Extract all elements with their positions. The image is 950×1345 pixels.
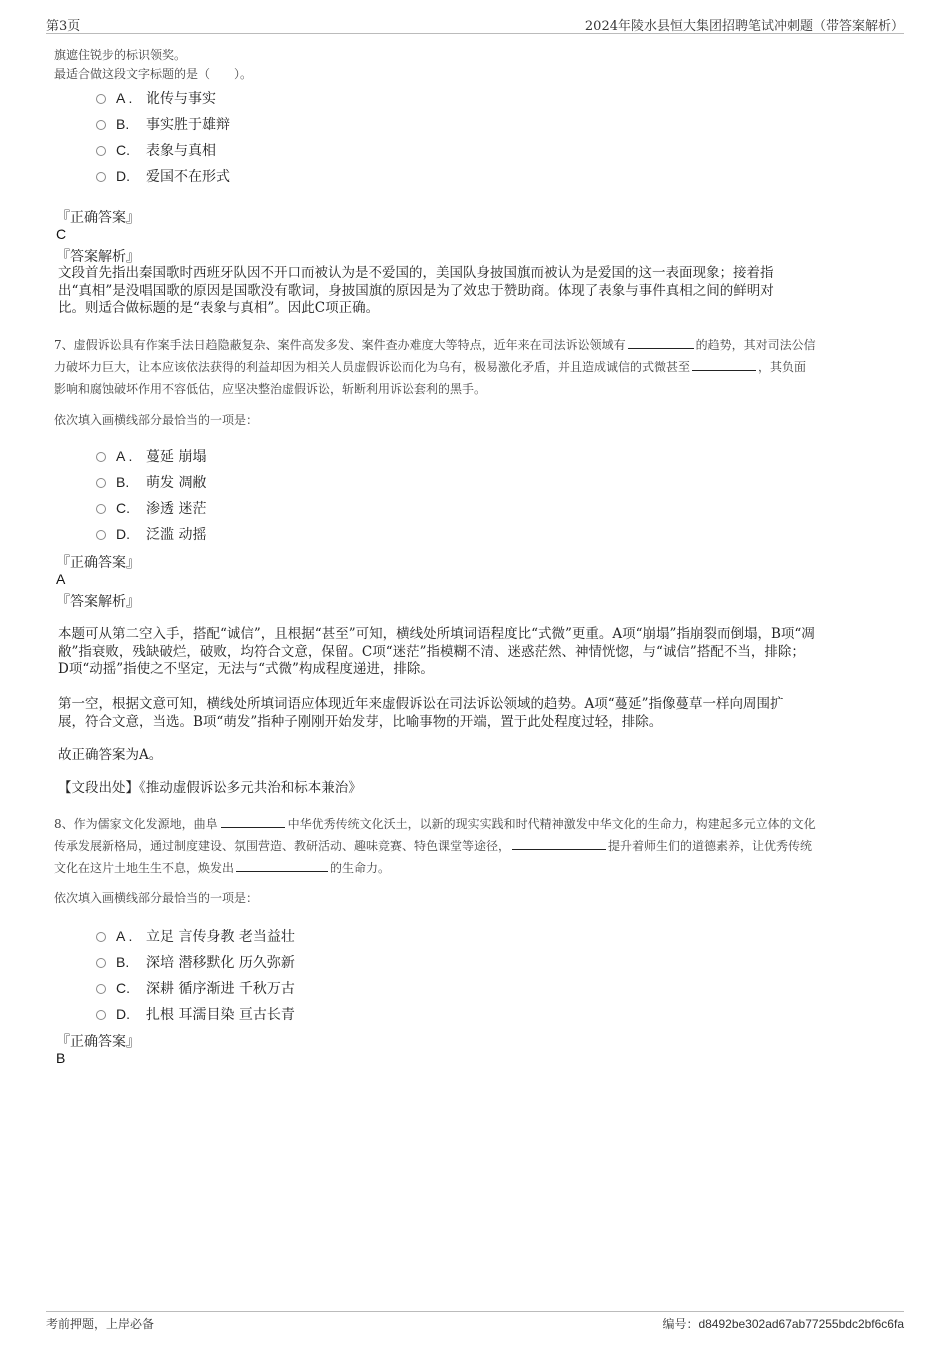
radio-icon[interactable]: [96, 984, 106, 994]
q7-answer: A: [56, 571, 66, 587]
q7-prompt: 依次填入画横线部分最恰当的一项是：: [54, 413, 259, 427]
q6-prompt: 最适合做这段文字标题的是（ ）。: [54, 67, 253, 81]
document-title: 2024年陵水县恒大集团招聘笔试冲刺题（带答案解析）: [584, 19, 904, 34]
radio-icon[interactable]: [96, 120, 106, 130]
radio-icon[interactable]: [96, 94, 106, 104]
q7-answer-label: 『正确答案』: [56, 555, 140, 571]
blank: [512, 837, 606, 850]
radio-icon[interactable]: [96, 530, 106, 540]
q7-analysis-paragraph-1: 本题可从第二空入手，搭配“诚信”，且根据“甚至”可知，横线处所填词语程度比“式微”更重。A项“崩塌”指崩裂而倒塌，B项“凋 敝”指衰败，残缺破烂，破败，均符合文意，保留。C项“迷茫”指模糊不清、迷惑茫然、神情恍惚，与“诚信”搭配不当，排除； D项“动摇”指使之不坚定，无法与“式微”构成程度递进，排除。: [58, 626, 815, 677]
radio-icon[interactable]: [96, 932, 106, 942]
q7-option-a[interactable]: A . 蔓延 崩塌: [96, 446, 206, 466]
q7-analysis-label: 『答案解析』: [56, 594, 140, 610]
radio-icon[interactable]: [96, 958, 106, 968]
q6-passage-tail: 旗遮住锐步的标识领奖。: [54, 48, 187, 62]
radio-icon[interactable]: [96, 478, 106, 488]
q7-option-c[interactable]: C. 渗透 迷茫: [96, 498, 206, 518]
header-divider: [46, 33, 904, 34]
radio-icon[interactable]: [96, 1010, 106, 1020]
radio-icon[interactable]: [96, 172, 106, 182]
footer-slogan: 考前押题，上岸必备: [46, 1317, 155, 1331]
q8-option-c[interactable]: C. 深耕 循序渐进 千秋万古: [96, 978, 295, 998]
q6-answer-label: 『正确答案』: [56, 210, 140, 226]
q8-option-a[interactable]: A . 立足 言传身教 老当益壮: [96, 926, 295, 946]
page-number: 第3页: [46, 19, 81, 34]
radio-icon[interactable]: [96, 146, 106, 156]
radio-icon[interactable]: [96, 452, 106, 462]
q8-stem: 8、作为儒家文化发源地，曲阜 中华优秀传统文化沃土，以新的现实实践和时代精神激发中华文化的生命力，构建起多元立体的文化 传承发展新格局，通过制度建设、氛围营造、教研活动、趣味竞赛、特色课堂等途径， 提升着师生们的道德素养，让优秀传统 文化在这片土地生生不息，焕发出 的生命力。: [54, 817, 816, 875]
q7-option-d[interactable]: D. 泛滥 动摇: [96, 524, 206, 544]
q6-option-a[interactable]: A . 讹传与事实: [96, 88, 216, 108]
q7-source: 【文段出处】《推动虚假诉讼多元共治和标本兼治》: [58, 780, 362, 796]
footer-divider: [46, 1311, 904, 1312]
q6-analysis-label: 『答案解析』: [56, 249, 140, 265]
radio-icon[interactable]: [96, 504, 106, 514]
blank: [236, 859, 328, 872]
q8-prompt: 依次填入画横线部分最恰当的一项是：: [54, 891, 259, 905]
q6-option-b[interactable]: B. 事实胜于雄辩: [96, 114, 230, 134]
q6-option-d[interactable]: D. 爱国不在形式: [96, 166, 230, 186]
q7-stem: 7、虚假诉讼具有作案手法日趋隐蔽复杂、案件高发多发、案件查办难度大等特点，近年来在司法诉讼领域有 的趋势，其对司法公信 力破坏力巨大，让本应该依法获得的利益却因为相关人员虚假诉讼而化为乌有，极易激化矛盾，并且造成诚信的式微甚至 ，其负面 影响和腐蚀破坏作用不容低估，应坚决整治虚假诉讼，斩断利用诉讼套利的黑手。: [54, 338, 816, 396]
q7-option-b[interactable]: B. 萌发 凋敝: [96, 472, 206, 492]
q7-analysis-paragraph-2: 第一空，根据文意可知，横线处所填词语应体现近年来虚假诉讼在司法诉讼领域的趋势。A项“蔓延”指像蔓草一样向周围扩 展，符合文意，当选。B项“萌发”指种子刚刚开始发芽，比喻事物的开端，置于此处程度过轻，排除。: [58, 696, 784, 730]
q7-conclusion: 故正确答案为A。: [58, 747, 163, 763]
q8-answer: B: [56, 1050, 66, 1066]
q6-analysis: 文段首先指出秦国歌时西班牙队因不开口而被认为是不爱国的，美国队身披国旗而被认为是爱国的这一表面现象；接着指 出“真相”是没唱国歌的原因是国歌没有歌词，身披国旗的原因是为了效忠于赞助商。体现了表象与事件真相之间的鲜明对 比。则适合做标题的是“表象与真相”。因此C项正确。: [58, 265, 774, 316]
blank: [628, 336, 694, 349]
q8-option-d[interactable]: D. 扎根 耳濡目染 亘古长青: [96, 1004, 295, 1024]
q6-option-c[interactable]: C. 表象与真相: [96, 140, 216, 160]
blank: [221, 815, 285, 828]
q8-option-b[interactable]: B. 深培 潜移默化 历久弥新: [96, 952, 295, 972]
document-code: 编号：d8492be302ad67ab77255bdc2bf6c6fa: [662, 1317, 904, 1331]
blank: [692, 358, 756, 371]
q8-answer-label: 『正确答案』: [56, 1034, 140, 1050]
q6-answer: C: [56, 226, 67, 242]
